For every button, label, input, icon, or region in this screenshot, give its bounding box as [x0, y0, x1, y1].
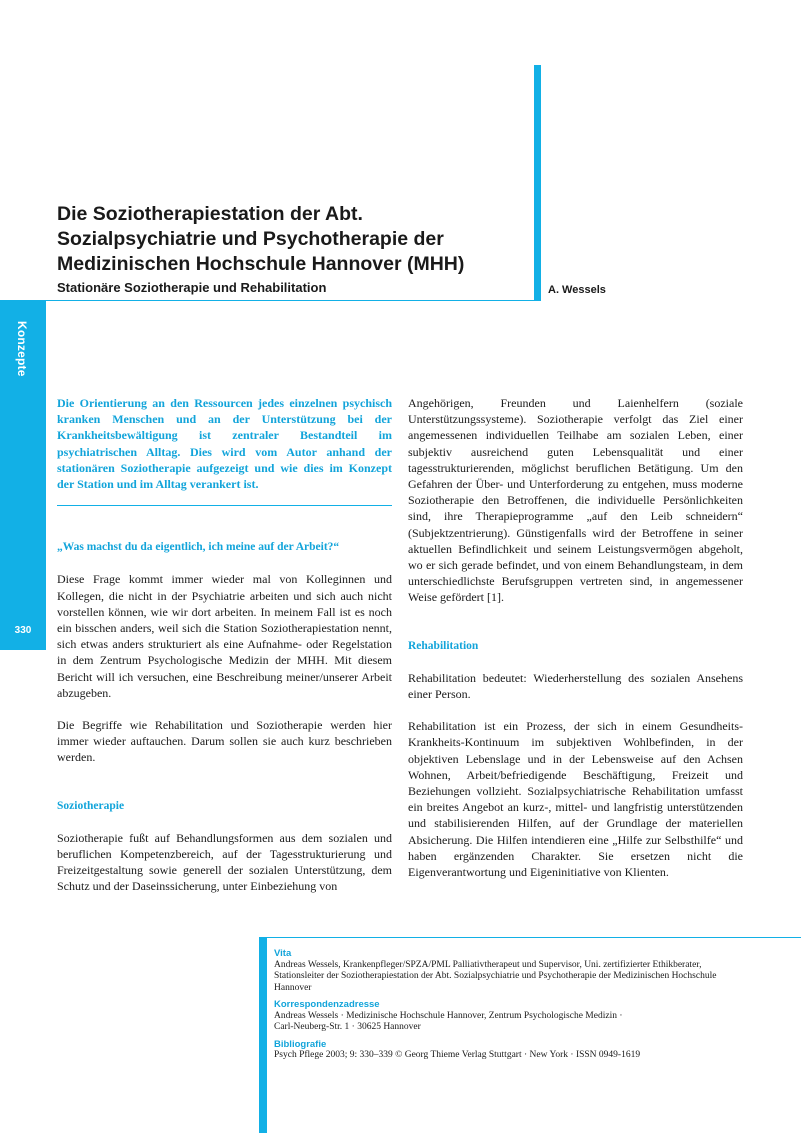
footer-accent-bar [259, 937, 267, 1133]
correspondence-line: Andreas Wessels · Medizinische Hochschule Hannover, Zentrum Psychologische Medizin · [274, 1010, 623, 1021]
header-divider [46, 300, 541, 301]
article-title: Die Soziotherapiestation der Abt. Sozialpsychiatrie und Psychotherapie der Medizinischen Hochschule Hannover (MHH) [57, 203, 465, 275]
vita-heading: Vita [274, 948, 292, 959]
page-number: 330 [14, 625, 32, 636]
right-column [408, 395, 743, 880]
section-label: Konzepte [15, 321, 29, 377]
correspondence-heading: Korrespondenzadresse [274, 999, 380, 1010]
paragraph: Soziotherapie fußt auf Behandlungsformen aus dem sozialen und beruflichen Kompetenzbereich, auf der Tagesstrukturierung und Freizeitgestaltung sowie generell der sozialen Unterstützung, dem Schutz und der Daseinssicherung, unter Einbeziehung von [57, 830, 392, 894]
article-subtitle: Stationäre Soziotherapie und Rehabilitation [57, 280, 327, 295]
correspondence-line: Carl-Neuberg-Str. 1 · 30625 Hannover [274, 1022, 421, 1032]
paragraph: Diese Frage kommt immer wieder mal von Kolleginnen und Kollegen, die nicht in der Psychiatrie arbeiten und sich auch nicht vorstellen können, wie wir dort arbeiten. In meinem Fall ist es noch ein bisschen anders, weil sich die Station Soziotherapiestation nennt, sich etwas anders strukturiert als eine Aufnahme- oder Regelstation in dem Zentrum Psychologische Medizin der MHH. Mit diesem Bericht will ich versuchen, eine Beschreibung meiner/unserer Arbeit abzugeben. [57, 572, 392, 700]
left-column [57, 395, 392, 895]
bibliography-heading: Bibliografie [274, 1038, 327, 1050]
section-heading-question: „Was machst du da eigentlich, ich meine auf der Arbeit?“ [57, 541, 340, 554]
bibliography-text: Psych Pflege 2003; 9: 330–339 © Georg Thieme Verlag Stuttgart · New York · ISSN 0949-1619 [274, 1050, 641, 1060]
vita-text: Andreas Wessels, Krankenpfleger/SPZA/PML Palliativtherapeut und Supervisor, Uni. zertifizierter Ethikberater, Stationsleiter der Soziotherapiestation der Abt. Sozialpsychiatrie und Psychotherapie der Medizinischen Hochschule Hannover [274, 959, 717, 993]
section-heading-soziotherapie: Soziotherapie [57, 799, 125, 812]
paragraph: Rehabilitation ist ein Prozess, der sich in einem Gesundheits-Krankheits-Kontinuum im subjektiven Wohlbefinden, in der objektiven Lebenslage und in der Lebensweise auf den Achsen Wohnen, Arbeit/befriedigende Beschäftigung, Freizeit und Beziehungen vollzieht. Sozialpsychiatrische Rehabilitation umfasst ein breites Angebot an kurz-, mittel- und langfristig unterstützenden und stabilisierenden Hilfen, auf der Grundlage der materiellen Absicherung. Die Hilfen intendieren eine „Hilfe zur Selbsthilfe“ und haben ergänzenden Charakter. Sie ersetzen nicht die Eigenverantwortung und Eigeninitiative von Klienten. [408, 719, 743, 880]
paragraph: Angehörigen, Freunden und Laienhelfern (soziale Unterstützungssysteme). Soziotherapie verfolgt das Ziel einer angemessenen individuellen Teilhabe am sozialen Leben, einer subjektiv ausreichend guten Lebensqualität und einer tagesstrukturierenden, möglichst beruflichen Betätigung. Um den Gefahren der Über- und Unterforderung zu entgehen, muss moderne Soziotherapie den Betroffenen, die individuelle Persönlichkeiten sind, ihre Therapieprogramme „auf den Leib schneidern“ (Subjektzentrierung). Günstigenfalls wird der Betroffene in seiner aktuellen Befindlichkeit und seinem Leistungsvermögen abgeholt, wo er sich gerade befindet, und von einem Behandlungsteam, in dem unterschiedlichste Berufsgruppen vertreten sind, in angemessener Weise gefördert [1]. [408, 396, 743, 605]
header-accent-bar [534, 65, 541, 301]
paragraph: Rehabilitation bedeutet: Wiederherstellung des sozialen Ansehens einer Person. [408, 670, 743, 702]
abstract: Die Orientierung an den Ressourcen jedes einzelnen psychisch kranken Menschen und an der Unterstützung bei der Krankheitsbewältigung ist zentraler Bestandteil im psychiatrischen Alltag. Dies wird vom Autor anhand der stationären Soziotherapie aufgezeigt und wie dies im Konzept der Station und im Alltag verankert ist. [57, 396, 392, 492]
author-info-box [274, 948, 744, 1062]
footer-divider [267, 937, 801, 938]
author-name: A. Wessels [548, 284, 606, 296]
paragraph: Die Begriffe wie Rehabilitation und Soziotherapie werden hier immer wieder auftauchen. Darum sollen sie auch kurz beschrieben werden. [57, 718, 392, 765]
section-heading-rehabilitation: Rehabilitation [408, 639, 479, 652]
